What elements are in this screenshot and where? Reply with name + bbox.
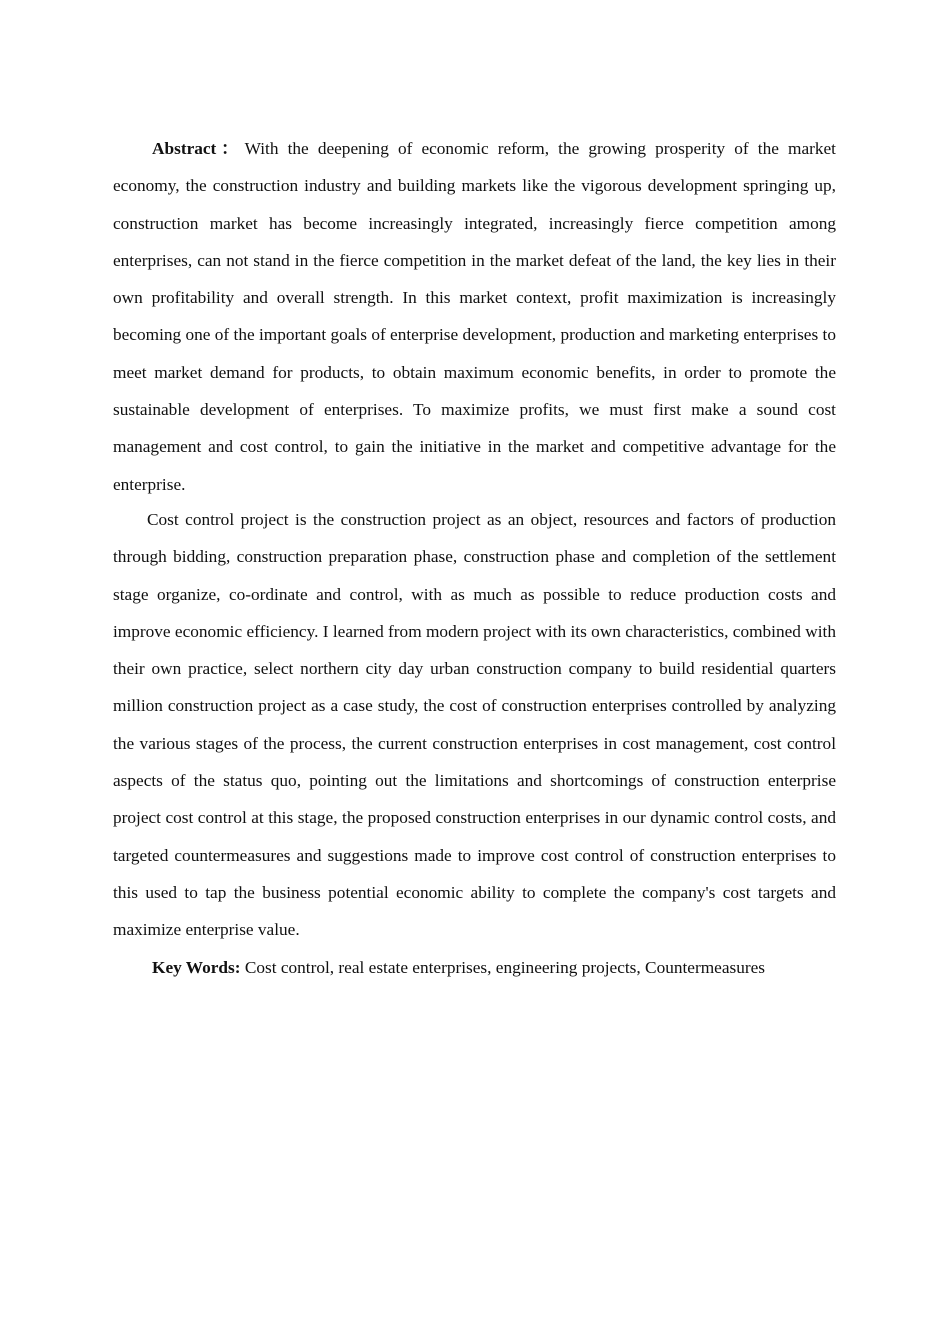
abstract-paragraph [113, 130, 836, 503]
keywords-paragraph [113, 952, 836, 983]
keywords-label: Key Words: [152, 957, 241, 977]
abstract-section [113, 130, 836, 983]
abstract-label: Abstract： [152, 139, 244, 158]
keywords-text: Cost control, real estate enterprises, engineering projects, Countermeasures [244, 957, 766, 977]
abstract-text: With the deepening of economic reform, the growing prosperity of the market economy, the construction industry and building markets like the vigorous development springing up, construction market has become increasingly integrated, increasingly fierce competition among enterprises, can not stand in the fierce competition in the market defeat of the land, the key lies in their own profitability and overall strength. In this market context, profit maximization is increasingly becoming one of the important goals of enterprise development, production and marketing enterprises to meet market demand for products, to obtain maximum economic benefits, in order to promote the sustainable development of enterprises. To maximize profits, we must first make a sound cost management and cost control, to gain the initiative in the market and competitive advantage for the enterprise. [113, 139, 836, 494]
body-paragraph: Cost control project is the construction project as an object, resources and factors of production through bidding, construction preparation phase, construction phase and completion of the settlement stage organize, co-ordinate and control, with as much as possible to reduce production costs and improve economic efficiency. I learned from modern project with its own characteristics, combined with their own practice, select northern city day urban construction company to build residential quarters million construction project as a case study, the cost of construction enterprises controlled by analyzing the various stages of the process, the current construction enterprises in cost management, cost control aspects of the status quo, pointing out the limitations and shortcomings of construction enterprise project cost control at this stage, the proposed construction enterprises in our dynamic control costs, and targeted countermeasures and suggestions made to improve cost control of construction enterprises to this used to tap the business potential economic ability to complete the company's cost targets and maximize enterprise value. [113, 509, 836, 940]
